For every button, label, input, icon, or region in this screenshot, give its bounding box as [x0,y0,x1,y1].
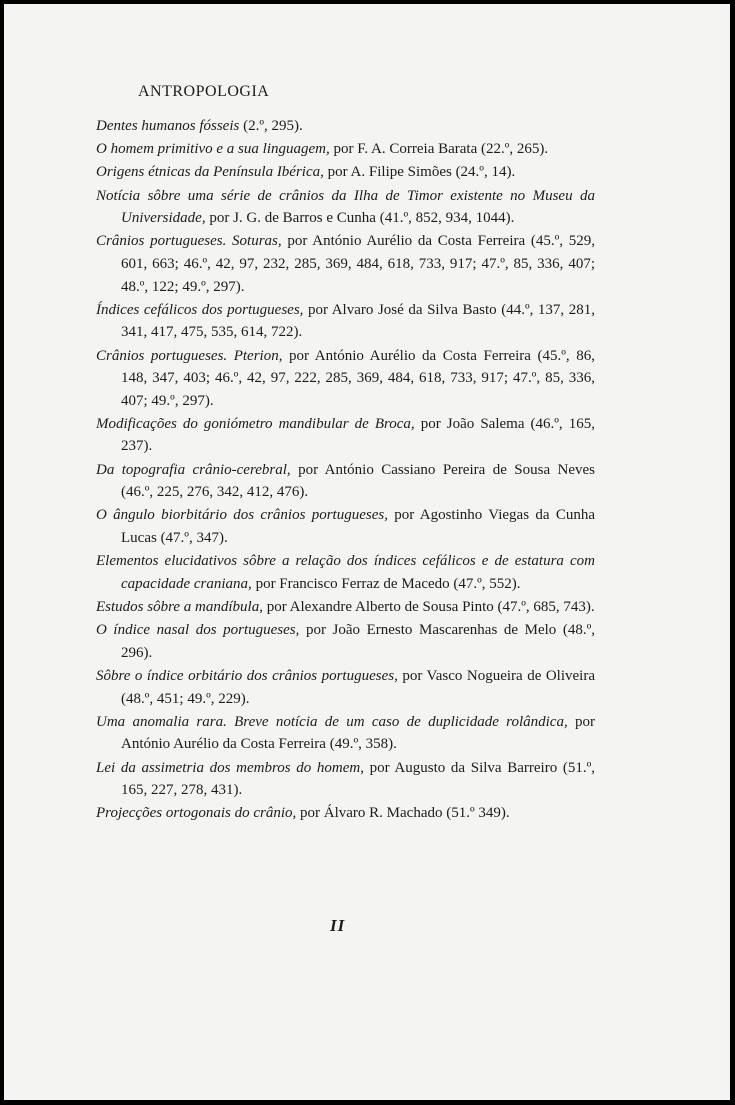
entry-title: Lei da assimetria dos membros do homem, [96,759,364,776]
bibliography-entry [96,413,595,458]
entry-details: por António Aurélio da Costa Ferreira (49.º, 358). [121,713,595,753]
entry-title: O ângulo biorbitário dos crânios portugueses, [96,507,388,524]
entry-title: Da topografia crânio-cerebral, [96,461,291,478]
entry-details: por Álvaro R. Machado (51.º 349). [296,805,510,822]
entry-title: Modificações do goniómetro mandibular de Broca, [96,415,415,432]
entry-title: Dentes humanos fósseis [96,118,240,134]
bibliography-entry [96,596,595,619]
bibliography-entry [96,757,595,802]
entry-title: Crânios portugueses. Pterion, [96,347,283,364]
entry-title: Projecções ortogonais do crânio, [96,805,297,822]
page-folio: II [330,916,346,935]
bibliography-entry [96,504,595,549]
entry-title: Índices cefálicos dos portugueses, [96,301,304,318]
bibliography-entry [96,230,595,298]
entry-details: por João Salema (46.º, 165, 237). [121,415,595,455]
bibliography-entry [96,345,595,413]
entry-title: O índice nasal dos portugueses, [96,622,300,639]
entry-details: por Alexandre Alberto de Sousa Pinto (47.º, 685, 743). [262,599,595,615]
entry-title: Origens étnicas da Península Ibérica, [96,164,324,181]
entry-title: Notícia sôbre uma série de crânios da Ilha de Timor existente no Museu da Universidade, [96,187,595,227]
entry-details: por Francisco Ferraz de Macedo (47.º, 552). [251,575,521,592]
entry-details: por António Aurélio da Costa Ferreira (45.º, 529, 601, 663; 46.º, 42, 97, 232, 285, 369, 484, 618, 733, 917; 47.º, 85, 336, 407; 48.º, 122; 49.º, 297). [121,233,595,295]
entry-details: por António Aurélio da Costa Ferreira (45.º, 86, 148, 347, 403; 46.º, 42, 97, 222, 285, 369, 484, 618, 733, 917; 47.º, 85, 336, 407; 49.º, 297). [121,347,595,409]
bibliography-entry [96,665,595,710]
entry-details: por Agostinho Viegas da Cunha Lucas (47.º, 347). [121,507,595,547]
entry-title: Estudos sôbre a mandíbula, [96,599,263,615]
bibliography-entry [96,185,595,230]
entry-details: por Alvaro José da Silva Basto (44.º, 137, 281, 341, 417, 475, 535, 614, 722). [121,301,595,341]
entry-details: por F. A. Correia Barata (22.º, 265). [329,141,549,158]
section-heading: ANTROPOLOGIA [138,83,270,100]
bibliography-list [96,115,595,826]
entry-title: Uma anomalia rara. Breve notícia de um caso de duplicidade rolândica, [96,713,568,730]
bibliography-entry [96,161,595,184]
bibliography-entry [96,550,595,595]
entry-details: por António Cassiano Pereira de Sousa Neves (46.º, 225, 276, 342, 412, 476). [121,461,596,501]
scanned-page [4,4,730,1100]
bibliography-entry [96,619,595,664]
entry-details: (2.º, 295). [239,118,303,134]
bibliography-entry [96,711,595,756]
bibliography-entry [96,138,595,161]
entry-details: por Vasco Nogueira de Oliveira (48.º, 451; 49.º, 229). [121,667,595,707]
bibliography-entry [96,115,595,138]
entry-details: por Augusto da Silva Barreiro (51.º, 165, 227, 278, 431). [121,759,595,799]
entry-details: por A. Filipe Simões (24.º, 14). [323,164,516,181]
entry-title: Sôbre o índice orbitário dos crânios portugueses, [96,667,398,684]
entry-title: Elementos elucidativos sôbre a relação dos índices cefálicos e de estatura com capacidade craniana, [96,553,595,592]
bibliography-entry [96,802,595,825]
entry-title: O homem primitivo e a sua linguagem, [96,141,330,158]
bibliography-entry [96,459,595,504]
entry-title: Crânios portugueses. Soturas, [96,233,282,250]
bibliography-entry [96,299,595,344]
entry-details: por J. G. de Barros e Cunha (41.º, 852, 934, 1044). [205,210,515,227]
entry-details: por João Ernesto Mascarenhas de Melo (48.º, 296). [121,622,596,661]
